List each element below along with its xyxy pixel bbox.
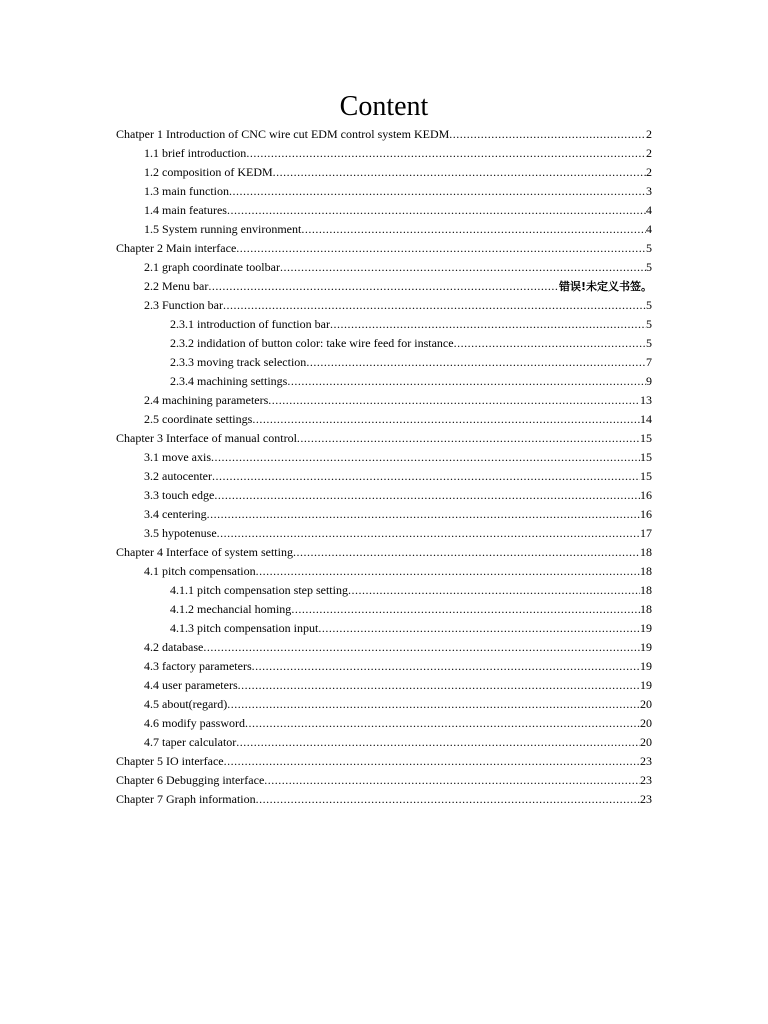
toc-entry-page: 19 xyxy=(640,678,652,692)
toc-entry-page: 5 xyxy=(646,241,652,255)
toc-dot-leader xyxy=(287,372,646,391)
toc-entry-label: 1.5 System running environment xyxy=(144,222,302,236)
toc-dot-leader xyxy=(268,391,640,410)
toc-dot-leader xyxy=(236,239,646,258)
toc-entry-page: 14 xyxy=(640,412,652,426)
toc-dot-leader xyxy=(203,638,640,657)
toc-entry-label: 4.4 user parameters xyxy=(144,678,238,692)
toc-entry-page: 4 xyxy=(646,222,652,236)
toc-entry-page: 18 xyxy=(640,545,652,559)
toc-entry-page: 23 xyxy=(640,754,652,768)
toc-dot-leader xyxy=(238,676,640,695)
toc-entry-page: 5 xyxy=(646,260,652,274)
toc-entry[interactable] xyxy=(116,277,652,296)
toc-dot-leader xyxy=(256,562,640,581)
toc-entry-page: 3 xyxy=(646,184,652,198)
toc-entry-label: 1.2 composition of KEDM xyxy=(144,165,273,179)
table-of-contents xyxy=(116,125,652,809)
toc-entry-label: Chatper 1 Introduction of CNC wire cut EDM control system KEDM xyxy=(116,127,450,141)
toc-entry-page: 19 xyxy=(640,640,652,654)
toc-dot-leader xyxy=(280,258,646,277)
toc-entry[interactable] xyxy=(116,125,652,144)
toc-entry-page: 20 xyxy=(640,716,652,730)
toc-entry[interactable] xyxy=(116,182,652,201)
toc-entry-label: 3.1 move axis xyxy=(144,450,211,464)
toc-entry[interactable] xyxy=(116,201,652,220)
toc-entry-label: Chapter 2 Main interface xyxy=(116,241,237,255)
toc-dot-leader xyxy=(297,429,640,448)
toc-entry-label: Chapter 7 Graph information xyxy=(116,792,256,806)
toc-entry-page: 9 xyxy=(646,374,652,388)
toc-entry[interactable] xyxy=(116,638,652,657)
toc-entry-page: 20 xyxy=(640,697,652,711)
toc-entry-label: 4.1.3 pitch compensation input xyxy=(170,621,319,635)
toc-entry-page: 5 xyxy=(646,317,652,331)
toc-entry-page: 15 xyxy=(640,431,652,445)
toc-entry[interactable] xyxy=(116,752,652,771)
toc-entry[interactable] xyxy=(116,239,652,258)
toc-entry-label: 2.3.2 indidation of button color: take wire feed for instance xyxy=(170,336,454,350)
toc-entry-label: 2.3.1 introduction of function bar xyxy=(170,317,330,331)
toc-entry-page: 19 xyxy=(640,621,652,635)
toc-entry-page: 23 xyxy=(640,773,652,787)
toc-dot-leader xyxy=(318,619,640,638)
toc-entry-label: 4.2 database xyxy=(144,640,204,654)
toc-entry[interactable] xyxy=(116,600,652,619)
toc-dot-leader xyxy=(454,334,646,353)
toc-entry-label: 2.1 graph coordinate toolbar xyxy=(144,260,280,274)
toc-dot-leader xyxy=(291,600,640,619)
toc-dot-leader xyxy=(212,467,640,486)
toc-dot-leader xyxy=(306,353,646,372)
toc-dot-leader xyxy=(227,201,646,220)
toc-entry-page: 20 xyxy=(640,735,652,749)
toc-entry[interactable] xyxy=(116,733,652,752)
toc-entry-label: 4.3 factory parameters xyxy=(144,659,252,673)
toc-entry-label: 3.4 centering xyxy=(144,507,207,521)
toc-entry-label: 4.1.2 mechancial homing xyxy=(170,602,292,616)
toc-entry-label: 3.5 hypotenuse xyxy=(144,526,217,540)
toc-entry-page: 16 xyxy=(640,507,652,521)
toc-entry[interactable] xyxy=(116,220,652,239)
toc-entry-page: 16 xyxy=(640,488,652,502)
toc-entry-page: 5 xyxy=(646,298,652,312)
toc-entry[interactable] xyxy=(116,676,652,695)
toc-dot-leader xyxy=(223,296,646,315)
toc-entry-label: 4.1.1 pitch compensation step setting xyxy=(170,583,348,597)
toc-entry-label: Chapter 3 Interface of manual control xyxy=(116,431,297,445)
toc-entry-page: 2 xyxy=(646,165,652,179)
toc-entry[interactable] xyxy=(116,562,652,581)
toc-entry-page: 5 xyxy=(646,336,652,350)
toc-entry[interactable] xyxy=(116,429,652,448)
toc-entry-label: 1.1 brief introduction xyxy=(144,146,247,160)
toc-dot-leader xyxy=(449,125,646,144)
toc-entry[interactable] xyxy=(116,695,652,714)
toc-dot-leader xyxy=(252,657,640,676)
toc-entry[interactable] xyxy=(116,790,652,809)
toc-entry[interactable] xyxy=(116,486,652,505)
toc-entry-page: 19 xyxy=(640,659,652,673)
toc-dot-leader xyxy=(256,790,640,809)
toc-entry-page: 15 xyxy=(640,469,652,483)
toc-dot-leader xyxy=(273,163,646,182)
toc-dot-leader xyxy=(246,144,646,163)
toc-dot-leader xyxy=(214,486,640,505)
toc-dot-leader xyxy=(245,714,640,733)
toc-entry-label: 4.5 about(regard) xyxy=(144,697,228,711)
toc-entry-page: 13 xyxy=(640,393,652,407)
toc-entry-label: 2.2 Menu bar xyxy=(144,279,209,293)
toc-entry-page: 2 xyxy=(646,127,652,141)
toc-dot-leader xyxy=(301,220,646,239)
toc-dot-leader xyxy=(264,771,640,790)
toc-entry-label: 2.4 machining parameters xyxy=(144,393,269,407)
toc-entry-label: 3.2 autocenter xyxy=(144,469,212,483)
toc-entry[interactable] xyxy=(116,334,652,353)
toc-dot-leader xyxy=(293,543,640,562)
toc-dot-leader xyxy=(252,410,640,429)
toc-entry[interactable] xyxy=(116,581,652,600)
toc-entry-label: 2.3 Function bar xyxy=(144,298,223,312)
toc-entry-page: 18 xyxy=(640,602,652,616)
toc-entry[interactable] xyxy=(116,353,652,372)
toc-entry-label: 3.3 touch edge xyxy=(144,488,215,502)
toc-entry-page-error: 错误!未定义书签。 xyxy=(558,280,652,293)
toc-entry[interactable] xyxy=(116,524,652,543)
toc-entry[interactable] xyxy=(116,505,652,524)
toc-entry[interactable] xyxy=(116,372,652,391)
toc-entry-page: 2 xyxy=(646,146,652,160)
toc-entry-page: 4 xyxy=(646,203,652,217)
toc-entry-page: 18 xyxy=(640,583,652,597)
toc-entry[interactable] xyxy=(116,296,652,315)
toc-dot-leader xyxy=(348,581,640,600)
toc-entry[interactable] xyxy=(116,144,652,163)
toc-dot-leader xyxy=(207,505,640,524)
toc-entry-label: 2.5 coordinate settings xyxy=(144,412,253,426)
toc-dot-leader xyxy=(227,695,640,714)
toc-dot-leader xyxy=(236,733,640,752)
toc-entry-label: 4.7 taper calculator xyxy=(144,735,237,749)
toc-dot-leader xyxy=(217,524,640,543)
toc-entry-label: Chapter 5 IO interface xyxy=(116,754,224,768)
toc-entry-page: 23 xyxy=(640,792,652,806)
toc-entry[interactable] xyxy=(116,771,652,790)
toc-entry[interactable] xyxy=(116,657,652,676)
toc-entry-label: 1.4 main features xyxy=(144,203,227,217)
toc-entry[interactable] xyxy=(116,543,652,562)
toc-entry-label: 4.6 modify password xyxy=(144,716,245,730)
toc-entry-label: 1.3 main function xyxy=(144,184,229,198)
toc-entry[interactable] xyxy=(116,163,652,182)
toc-dot-leader xyxy=(224,752,640,771)
toc-entry-page: 17 xyxy=(640,526,652,540)
toc-dot-leader xyxy=(330,315,646,334)
toc-entry-page: 18 xyxy=(640,564,652,578)
toc-entry-label: Chapter 6 Debugging interface xyxy=(116,773,265,787)
toc-entry[interactable] xyxy=(116,619,652,638)
toc-entry-label: Chapter 4 Interface of system setting xyxy=(116,545,293,559)
toc-entry-page: 15 xyxy=(640,450,652,464)
toc-entry-label: 2.3.3 moving track selection xyxy=(170,355,307,369)
toc-entry[interactable] xyxy=(116,315,652,334)
toc-entry[interactable] xyxy=(116,391,652,410)
toc-entry-page: 7 xyxy=(646,355,652,369)
toc-dot-leader xyxy=(229,182,646,201)
toc-entry[interactable] xyxy=(116,448,652,467)
toc-entry[interactable] xyxy=(116,410,652,429)
toc-entry[interactable] xyxy=(116,467,652,486)
toc-dot-leader xyxy=(211,448,640,467)
page-title: Content xyxy=(339,91,429,122)
toc-entry[interactable] xyxy=(116,258,652,277)
toc-entry[interactable] xyxy=(116,714,652,733)
toc-entry-label: 2.3.4 machining settings xyxy=(170,374,288,388)
toc-entry-label: 4.1 pitch compensation xyxy=(144,564,256,578)
toc-dot-leader xyxy=(208,277,559,296)
